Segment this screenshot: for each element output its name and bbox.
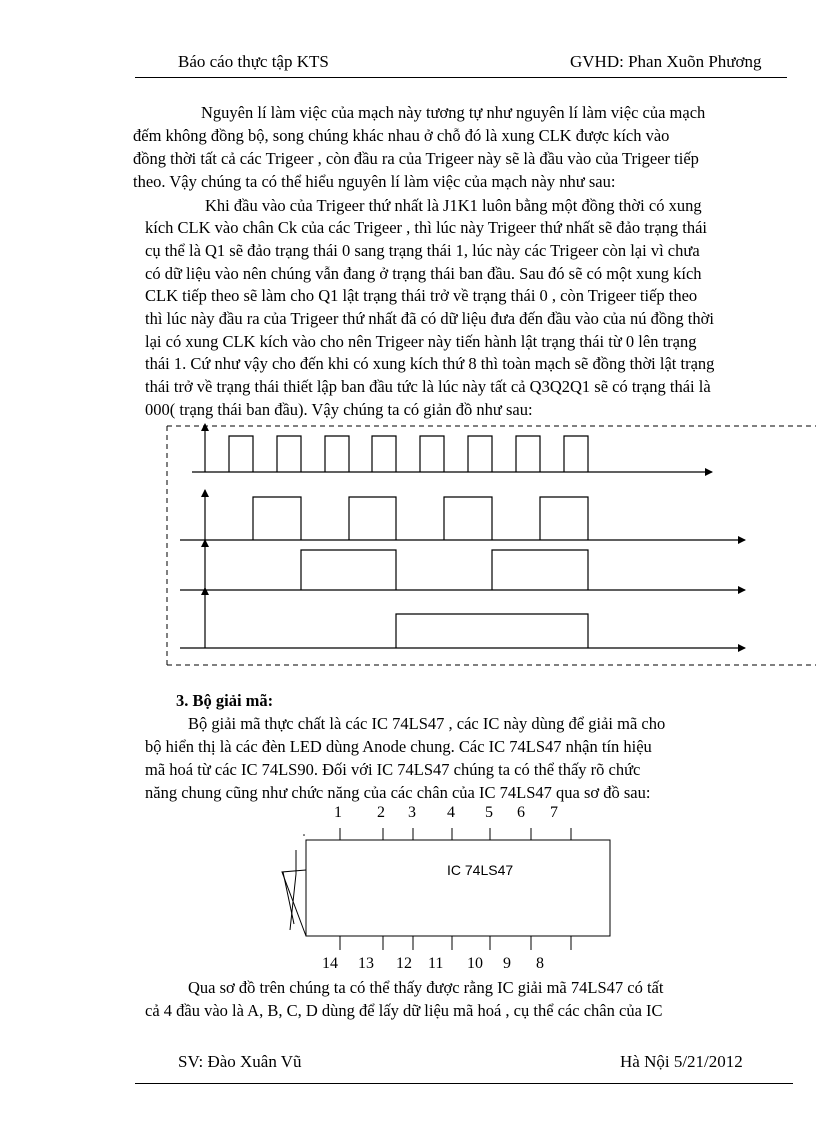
p1-line: đồng thời tất cả các Trigeer , còn đầu ra của Trigeer này sẽ là đầu vào của Trigeer tiếp (133, 149, 699, 168)
p2-line: thái 1. Cứ như vậy cho đến khi có xung kích thứ 8 thì toàn mạch sẽ đồng thời lật trạng (145, 354, 715, 373)
p2-line: thì lúc này đầu ra của Trigeer thứ nhất đã có dữ liệu đưa đến đầu vào của nú đồng thời (145, 309, 714, 328)
clk-waveform (192, 424, 712, 472)
p2-line: Khi đầu vào của Trigeer thứ nhất là J1K1 luôn bằng một đồng thời có xung (205, 196, 702, 215)
p2-line: 000( trạng thái ban đầu). Vậy chúng ta có giản đồ như sau: (145, 400, 533, 419)
top-pin-label: 4 (447, 804, 455, 821)
top-pin-label: 7 (550, 804, 558, 821)
s3-line: Bộ giải mã thực chất là các IC 74LS47 , các IC này dùng để giải mã cho (188, 714, 666, 733)
p2-line: kích CLK vào chân Ck của các Trigeer , thì lúc này Trigeer thứ nhất sẽ đảo trạng thái (145, 218, 708, 237)
section3-heading: 3. Bộ giải mã: (176, 691, 274, 710)
top-pin-label: 6 (517, 804, 525, 821)
footer-rule (135, 1083, 793, 1084)
bottom-pin-label: 11 (428, 955, 444, 972)
q1-waveform (180, 490, 745, 540)
top-pin-label: 1 (334, 804, 342, 821)
p1-line: theo. Vậy chúng ta có thể hiểu nguyên lí làm việc của mạch này như sau: (133, 172, 616, 191)
p1-line: Nguyên lí làm việc của mạch này tương tự như nguyên lí làm việc của mạch (201, 103, 706, 122)
p4-line: cả 4 đầu vào là A, B, C, D dùng để lấy dữ liệu mã hoá , cụ thể các chân của IC (145, 1001, 663, 1020)
s3-line: năng chung cũng như chức năng của các chân của IC 74LS47 qua sơ đồ sau: (145, 783, 651, 802)
bottom-pin-label: 12 (396, 955, 412, 972)
bottom-pin-label: 14 (322, 955, 338, 972)
q2-waveform (180, 540, 745, 590)
footer-right: Hà Nội 5/21/2012 (620, 1052, 743, 1071)
header-left: Báo cáo thực tập KTS (178, 52, 329, 71)
p4-line: Qua sơ đồ trên chúng ta có thể thấy được rằng IC giải mã 74LS47 có tất (188, 978, 664, 997)
bottom-pin-label: 10 (467, 955, 483, 972)
p2-line: cụ thể là Q1 sẽ đảo trạng thái 0 sang trạng thái 1, lúc này các Trigeer còn lại vì chưa (145, 241, 700, 260)
bottom-pin-label: 9 (503, 955, 511, 972)
p2-line: CLK tiếp theo sẽ làm cho Q1 lật trạng thái trở về trạng thái 0 , còn Trigeer tiếp theo (145, 286, 698, 305)
top-pin-label: 3 (408, 804, 416, 821)
p2-line: lại có xung CLK kích vào cho nên Trigeer này tiến hành lật trạng thái từ 0 lên trạng (145, 332, 697, 351)
q3-waveform (180, 588, 745, 648)
footer-left: SV: Đào Xuân Vũ (178, 1052, 302, 1071)
top-pin-label: 2 (377, 804, 385, 821)
p2-line: có dữ liệu vào nên chúng vẫn đang ở trạng thái ban đầu. Sau đó sẽ có một xung kích (145, 264, 702, 283)
s3-line: mã hoá từ các IC 74LS90. Đối với IC 74LS47 chúng ta có thể thấy rõ chức (145, 760, 641, 779)
ic-label: IC 74LS47 (447, 862, 514, 878)
p2-line: thái trở về trạng thái thiết lập ban đầu tức là lúc này tất cả Q3Q2Q1 sẽ có trạng thái là (145, 377, 711, 396)
top-pin-label: 5 (485, 804, 493, 821)
bottom-pin-label: 8 (536, 955, 544, 972)
p1-line: đếm không đồng bộ, song chúng khác nhau ở chỗ đó là xung CLK được kích vào (133, 126, 670, 145)
s3-line: bộ hiển thị là các đèn LED dùng Anode chung. Các IC 74LS47 nhận tín hiệu (145, 737, 652, 756)
header-right: GVHD: Phan Xuõn Phương (570, 52, 762, 71)
bottom-pin-label: 13 (358, 955, 374, 972)
